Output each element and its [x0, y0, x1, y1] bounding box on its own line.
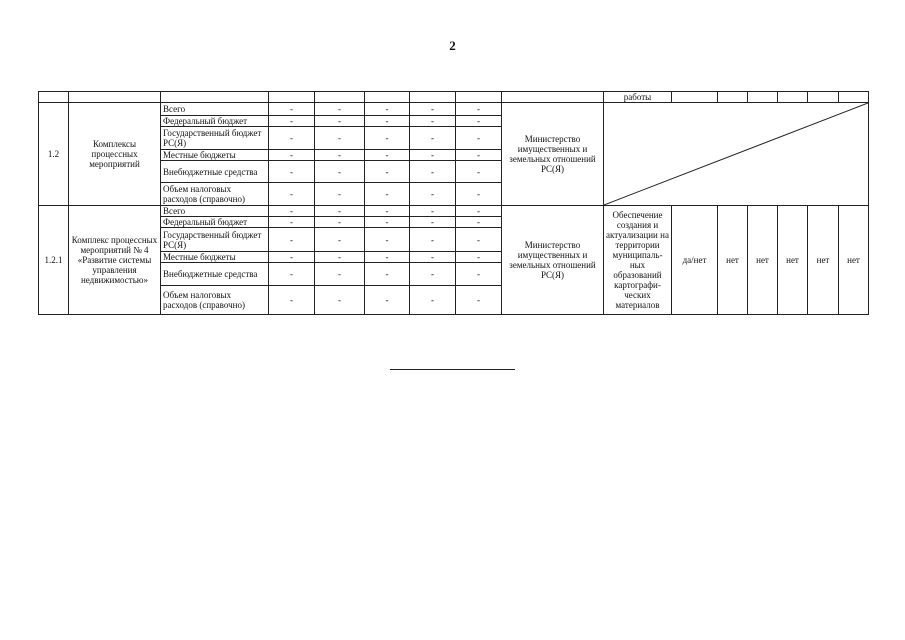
cell-value: - [315, 127, 365, 150]
cell-value: - [410, 150, 456, 161]
cell-value: - [456, 150, 502, 161]
cell-value: - [365, 161, 410, 183]
cell-value: - [365, 252, 410, 263]
cell-value: - [456, 263, 502, 286]
indicator-value: нет [808, 206, 839, 315]
result-header-fragment: работы [604, 92, 672, 103]
cell-value: - [410, 127, 456, 150]
cell-value: - [269, 150, 315, 161]
row-indicator: да/нет [672, 206, 718, 315]
cell-value: - [315, 161, 365, 183]
cell-value: - [269, 217, 315, 228]
cell-value: - [456, 252, 502, 263]
cell-value: - [456, 228, 502, 252]
cell-value: - [410, 228, 456, 252]
source-label: Государственный бюджет РС(Я) [161, 228, 269, 252]
cell-value: - [365, 150, 410, 161]
cell-value: - [365, 217, 410, 228]
page-number: 2 [449, 38, 456, 53]
cell-value: - [269, 103, 315, 116]
indicator-value: нет [718, 206, 748, 315]
cell-value: - [410, 206, 456, 217]
row-executor: Министерство имущественных и земельных отношений РС(Я) [502, 103, 604, 206]
cell-value: - [315, 263, 365, 286]
cell-value: - [269, 263, 315, 286]
row-name: Комплексы процессных мероприятий [69, 103, 161, 206]
row-executor: Министерство имущественных и земельных отношений РС(Я) [502, 206, 604, 315]
row-result: Обеспечение создания и актуализации на территории муниципаль-ных образований картографи-ческих материалов [604, 206, 672, 315]
row-name: Комплекс процессных мероприятий № 4 «Развитие системы управления недвижимостью» [69, 206, 161, 315]
cell-value: - [269, 228, 315, 252]
source-label: Всего [161, 103, 269, 116]
cell-value: - [365, 206, 410, 217]
cell-value: - [269, 252, 315, 263]
row-number: 1.2.1 [39, 206, 69, 315]
cell-value: - [315, 228, 365, 252]
cell-value: - [269, 161, 315, 183]
source-label: Внебюджетные средства [161, 263, 269, 286]
cell-value: - [365, 103, 410, 116]
row-number: 1.2 [39, 103, 69, 206]
cell-value: - [365, 116, 410, 127]
cell-value: - [269, 127, 315, 150]
cell-value: - [456, 116, 502, 127]
source-label: Местные бюджеты [161, 150, 269, 161]
cell-value: - [315, 217, 365, 228]
source-label: Внебюджетные средства [161, 161, 269, 183]
source-label: Всего [161, 206, 269, 217]
cell-value: - [269, 183, 315, 206]
cell-value: - [410, 252, 456, 263]
diagonal-empty-cell [604, 103, 869, 206]
cell-value: - [410, 286, 456, 315]
cell-value: - [410, 116, 456, 127]
diagonal-line [604, 103, 868, 205]
cell-value: - [410, 183, 456, 206]
cell-value: - [410, 161, 456, 183]
source-label: Объем налоговых расходов (справочно) [161, 286, 269, 315]
cell-value: - [410, 263, 456, 286]
table-row [39, 206, 869, 217]
source-label: Объем налоговых расходов (справочно) [161, 183, 269, 206]
closing-line [390, 369, 515, 370]
cell-value: - [365, 228, 410, 252]
cell-value: - [365, 183, 410, 206]
source-label: Федеральный бюджет [161, 217, 269, 228]
indicator-value: нет [748, 206, 778, 315]
cell-value: - [365, 263, 410, 286]
cell-value: - [410, 217, 456, 228]
cell-value: - [315, 252, 365, 263]
cell-value: - [410, 103, 456, 116]
cell-value: - [365, 127, 410, 150]
cell-value: - [269, 116, 315, 127]
indicator-value: нет [839, 206, 869, 315]
cell-value: - [315, 206, 365, 217]
cell-value: - [365, 286, 410, 315]
indicator-value: нет [778, 206, 808, 315]
cell-value: - [456, 286, 502, 315]
cell-value: - [456, 217, 502, 228]
source-label: Федеральный бюджет [161, 116, 269, 127]
cell-value: - [315, 103, 365, 116]
source-label: Государственный бюджет РС(Я) [161, 127, 269, 150]
cell-value: - [456, 103, 502, 116]
cell-value: - [315, 286, 365, 315]
cell-value: - [269, 286, 315, 315]
cell-value: - [315, 150, 365, 161]
table-row [39, 103, 869, 116]
cell-value: - [456, 127, 502, 150]
source-label: Местные бюджеты [161, 252, 269, 263]
cell-value: - [456, 161, 502, 183]
program-table [38, 91, 869, 315]
cell-value: - [315, 116, 365, 127]
table-header-row [39, 92, 869, 103]
cell-value: - [315, 183, 365, 206]
cell-value: - [456, 183, 502, 206]
cell-value: - [456, 206, 502, 217]
cell-value: - [269, 206, 315, 217]
